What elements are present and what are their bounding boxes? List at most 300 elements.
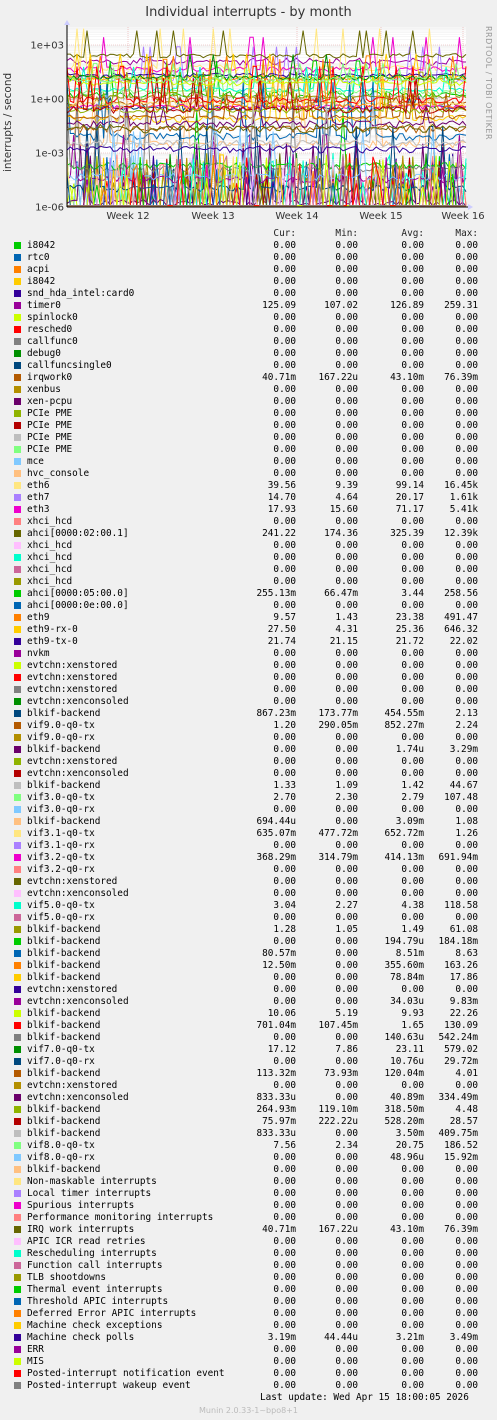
legend-max-value: 0.00 (455, 864, 478, 875)
legend-cur-value: 0.00 (273, 432, 296, 443)
legend-swatch (14, 1298, 21, 1305)
legend-cur-value: 40.71m (262, 1224, 296, 1235)
legend-item (0, 1092, 497, 1104)
legend-max-value: 2.24 (455, 720, 478, 731)
legend-min-value: 0.00 (335, 1368, 358, 1379)
legend-avg-value: 0.00 (401, 1164, 424, 1175)
legend-series-name: xen-pcpu (27, 396, 73, 407)
legend-swatch (14, 602, 21, 609)
legend-avg-value: 20.75 (395, 1140, 424, 1151)
legend-avg-value: 0.00 (401, 768, 424, 779)
legend-item (0, 612, 497, 624)
legend-min-value: 0.00 (335, 876, 358, 887)
legend-swatch (14, 1262, 21, 1269)
legend-cur-value: 0.00 (273, 348, 296, 359)
legend-max-value: 0.00 (455, 840, 478, 851)
legend-series-name: blkif-backend (27, 948, 101, 959)
legend-max-value: 0.00 (455, 672, 478, 683)
legend-min-value: 0.00 (335, 1380, 358, 1391)
legend-item (0, 1140, 497, 1152)
legend-series-name: ahci[0000:05:00.0] (27, 588, 129, 599)
legend-cur-value: 0.00 (273, 1368, 296, 1379)
legend-max-value: 0.00 (455, 1260, 478, 1271)
legend-series-name: Function call interrupts (27, 1260, 163, 1271)
legend-swatch (14, 1334, 21, 1341)
legend-avg-value: 0.00 (401, 1200, 424, 1211)
legend-min-value: 119.10m (318, 1104, 358, 1115)
legend-swatch (14, 758, 21, 765)
legend-swatch (14, 686, 21, 693)
legend-min-value: 4.64 (335, 492, 358, 503)
legend-series-name: Posted-interrupt wakeup event (27, 1380, 191, 1391)
legend-avg-value: 126.89 (390, 300, 424, 311)
legend-item (0, 1116, 497, 1128)
x-tick-label: Week 13 (191, 211, 235, 222)
legend-avg-value: 0.00 (401, 864, 424, 875)
legend-item (0, 744, 497, 756)
legend-item (0, 540, 497, 552)
legend-swatch (14, 1130, 21, 1137)
legend-item (0, 1356, 497, 1368)
legend-item (0, 1200, 497, 1212)
chart-title: Individual interrupts - by month (145, 5, 352, 20)
legend-avg-value: 43.10m (390, 1224, 424, 1235)
legend-max-value: 0.00 (455, 1212, 478, 1223)
legend-swatch (14, 410, 21, 417)
legend-cur-value: 3.19m (267, 1332, 296, 1343)
header-max: Max: (455, 228, 478, 239)
legend-avg-value: 43.10m (390, 372, 424, 383)
legend-cur-value: 21.74 (267, 636, 296, 647)
legend-cur-value: 0.00 (273, 864, 296, 875)
legend-max-value: 17.86 (449, 972, 478, 983)
legend-series-name: ahci[0000:0e:00.0] (27, 600, 129, 611)
legend-avg-value: 3.44 (401, 588, 424, 599)
legend-cur-value: 0.00 (273, 360, 296, 371)
legend-cur-value: 125.09 (262, 300, 296, 311)
legend-min-value: 5.19 (335, 1008, 358, 1019)
legend-min-value: 0.00 (335, 468, 358, 479)
legend-swatch (14, 422, 21, 429)
legend-series-name: mce (27, 456, 44, 467)
legend-min-value: 0.00 (335, 816, 358, 827)
legend-avg-value: 528.20m (384, 1116, 424, 1127)
legend-min-value: 0.00 (335, 336, 358, 347)
legend-swatch (14, 1190, 21, 1197)
legend-series-name: blkif-backend (27, 1008, 101, 1019)
legend-item (0, 984, 497, 996)
legend-series-name: evtchn:xenconsoled (27, 996, 129, 1007)
legend-item (0, 1260, 497, 1272)
legend-cur-value: 0.00 (273, 756, 296, 767)
legend-swatch (14, 446, 21, 453)
y-tick-label: 1e+00 (30, 94, 64, 106)
legend-swatch (14, 1382, 21, 1389)
legend-item (0, 492, 497, 504)
legend-max-value: 0.00 (455, 1248, 478, 1259)
legend-avg-value: 652.72m (384, 828, 424, 839)
legend-item (0, 1080, 497, 1092)
legend-series-name: evtchn:xenstored (27, 984, 118, 995)
legend-min-value: 0.00 (335, 360, 358, 371)
legend-max-value: 76.39m (444, 372, 478, 383)
legend-item (0, 876, 497, 888)
legend-series-name: xhci_hcd (27, 552, 73, 563)
legend-min-value: 173.77m (318, 708, 358, 719)
legend-avg-value: 0.00 (401, 1380, 424, 1391)
legend-item (0, 1188, 497, 1200)
legend-max-value: 0.00 (455, 888, 478, 899)
legend-series-name: nvkm (27, 648, 50, 659)
legend-item (0, 588, 497, 600)
legend-avg-value: 0.00 (401, 540, 424, 551)
legend-cur-value: 10.06 (267, 1008, 296, 1019)
legend-max-value: 22.02 (449, 636, 478, 647)
legend-series-name: callfuncsingle0 (27, 360, 112, 371)
legend-cur-value: 635.07m (256, 828, 296, 839)
legend-cur-value: 0.00 (273, 1380, 296, 1391)
legend-cur-value: 1.28 (273, 924, 296, 935)
legend-max-value: 15.92m (444, 1152, 478, 1163)
legend-swatch (14, 638, 21, 645)
legend-series-name: vif8.0-q0-tx (27, 1140, 95, 1151)
legend-item (0, 408, 497, 420)
legend-max-value: 184.18m (438, 936, 478, 947)
legend-min-value: 0.00 (335, 1128, 358, 1139)
legend-cur-value: 0.00 (273, 564, 296, 575)
legend-min-value: 0.00 (335, 312, 358, 323)
legend-avg-value: 0.00 (401, 324, 424, 335)
legend-min-value: 0.00 (335, 252, 358, 263)
legend-max-value: 4.01 (455, 1068, 478, 1079)
legend-max-value: 3.29m (449, 744, 478, 755)
legend-min-value: 0.00 (335, 324, 358, 335)
legend-item (0, 660, 497, 672)
legend-series-name: evtchn:xenstored (27, 684, 118, 695)
legend-avg-value: 0.00 (401, 1176, 424, 1187)
legend-avg-value: 0.00 (401, 360, 424, 371)
legend-min-value: 0.00 (335, 564, 358, 575)
legend-max-value: 0.00 (455, 1380, 478, 1391)
legend-avg-value: 454.55m (384, 708, 424, 719)
legend-min-value: 0.00 (335, 576, 358, 587)
legend-cur-value: 0.00 (273, 252, 296, 263)
legend-min-value: 0.00 (335, 408, 358, 419)
legend-max-value: 8.63 (455, 948, 478, 959)
legend-avg-value: 0.00 (401, 1236, 424, 1247)
legend-avg-value: 0.00 (401, 576, 424, 587)
legend-cur-value: 264.93m (256, 1104, 296, 1115)
legend-series-name: Spurious interrupts (27, 1200, 135, 1211)
legend-cur-value: 0.00 (273, 744, 296, 755)
legend-item (0, 444, 497, 456)
legend-avg-value: 0.00 (401, 1344, 424, 1355)
legend-swatch (14, 866, 21, 873)
legend-cur-value: 0.00 (273, 936, 296, 947)
legend-avg-value: 9.93 (401, 1008, 424, 1019)
legend-series-name: blkif-backend (27, 1164, 101, 1175)
legend-avg-value: 355.60m (384, 960, 424, 971)
legend-cur-value: 701.04m (256, 1020, 296, 1031)
legend-cur-value: 12.50m (262, 960, 296, 971)
legend-item (0, 996, 497, 1008)
legend-min-value: 0.00 (335, 936, 358, 947)
legend-swatch (14, 254, 21, 261)
legend-min-value: 0.00 (335, 276, 358, 287)
legend-min-value: 0.00 (335, 288, 358, 299)
legend-max-value: 76.39m (444, 1224, 478, 1235)
legend-series-name: irqwork0 (27, 372, 73, 383)
legend-max-value: 0.00 (455, 420, 478, 431)
legend-avg-value: 0.00 (401, 696, 424, 707)
legend-cur-value: 0.00 (273, 288, 296, 299)
legend-swatch (14, 734, 21, 741)
legend-max-value: 28.57 (449, 1116, 478, 1127)
legend-avg-value: 3.21m (395, 1332, 424, 1343)
legend-series-name: evtchn:xenconsoled (27, 888, 129, 899)
legend-swatch (14, 746, 21, 753)
legend-swatch (14, 1154, 21, 1161)
legend-min-value: 0.00 (335, 432, 358, 443)
legend-min-value: 0.00 (335, 1092, 358, 1103)
legend-max-value: 61.08 (449, 924, 478, 935)
legend-min-value: 15.60 (329, 504, 358, 515)
legend-swatch (14, 242, 21, 249)
legend-item (0, 1236, 497, 1248)
legend-min-value: 0.00 (335, 1164, 358, 1175)
legend-avg-value: 0.00 (401, 912, 424, 923)
legend-swatch (14, 902, 21, 909)
legend-max-value: 0.00 (455, 660, 478, 671)
legend-series-name: blkif-backend (27, 936, 101, 947)
legend-header (0, 228, 497, 240)
legend-item (0, 456, 497, 468)
legend-swatch (14, 1250, 21, 1257)
legend-min-value: 0.00 (335, 840, 358, 851)
legend-series-name: acpi (27, 264, 50, 275)
legend-series-name: ERR (27, 1344, 44, 1355)
legend-min-value: 0.00 (335, 1248, 358, 1259)
legend-cur-value: 0.00 (273, 264, 296, 275)
legend-min-value: 44.44u (324, 1332, 358, 1343)
legend-avg-value: 0.00 (401, 420, 424, 431)
legend-avg-value: 0.00 (401, 732, 424, 743)
legend-max-value: 0.00 (455, 288, 478, 299)
legend-item (0, 936, 497, 948)
legend-avg-value: 852.27m (384, 720, 424, 731)
legend-min-value: 7.86 (335, 1044, 358, 1055)
legend-series-name: vif3.1-q0-rx (27, 840, 95, 851)
legend-min-value: 290.05m (318, 720, 358, 731)
legend-min-value: 314.79m (318, 852, 358, 863)
legend-swatch (14, 374, 21, 381)
legend-swatch (14, 1166, 21, 1173)
legend-cur-value: 0.00 (273, 696, 296, 707)
legend-swatch (14, 338, 21, 345)
legend-item (0, 696, 497, 708)
legend-min-value: 1.43 (335, 612, 358, 623)
legend-cur-value: 0.00 (273, 840, 296, 851)
legend-series-name: ahci[0000:02:00.1] (27, 528, 129, 539)
legend-swatch (14, 578, 21, 585)
legend-swatch (14, 386, 21, 393)
legend-avg-value: 3.50m (395, 1128, 424, 1139)
legend-item (0, 360, 497, 372)
legend-min-value: 2.34 (335, 1140, 358, 1151)
legend-cur-value: 0.00 (273, 888, 296, 899)
legend-min-value: 0.00 (335, 1344, 358, 1355)
legend-avg-value: 0.00 (401, 444, 424, 455)
legend-cur-value: 0.00 (273, 444, 296, 455)
legend-swatch (14, 494, 21, 501)
munin-version: Munin 2.0.33-1~bpo8+1 (199, 1406, 298, 1415)
legend-max-value: 0.00 (455, 324, 478, 335)
legend-series-name: vif3.2-q0-tx (27, 852, 95, 863)
legend-min-value: 222.22u (318, 1116, 358, 1127)
legend-swatch (14, 842, 21, 849)
legend-series-name: Local timer interrupts (27, 1188, 152, 1199)
legend-swatch (14, 1094, 21, 1101)
legend-swatch (14, 830, 21, 837)
legend-series-name: blkif-backend (27, 924, 101, 935)
legend-max-value: 0.00 (455, 1200, 478, 1211)
legend-series-name: blkif-backend (27, 960, 101, 971)
legend-max-value: 0.00 (455, 348, 478, 359)
legend-item (0, 864, 497, 876)
legend-max-value: 0.00 (455, 1164, 478, 1175)
y-tick-label: 1e-03 (35, 148, 64, 160)
legend-avg-value: 0.00 (401, 1356, 424, 1367)
legend-item (0, 264, 497, 276)
legend-avg-value: 48.96u (390, 1152, 424, 1163)
legend-swatch (14, 506, 21, 513)
header-avg: Avg: (401, 228, 424, 239)
legend-series-name: blkif-backend (27, 1032, 101, 1043)
x-tick-label: Week 16 (441, 211, 485, 222)
legend-max-value: 0.00 (455, 804, 478, 815)
legend-swatch (14, 1358, 21, 1365)
legend-swatch (14, 530, 21, 537)
legend-series-name: xhci_hcd (27, 516, 73, 527)
legend-min-value: 66.47m (324, 588, 358, 599)
legend-min-value: 0.00 (335, 420, 358, 431)
legend-cur-value: 1.20 (273, 720, 296, 731)
legend-series-name: Non-maskable interrupts (27, 1176, 157, 1187)
legend-item (0, 708, 497, 720)
legend-swatch (14, 1178, 21, 1185)
legend-series-name: eth7 (27, 492, 50, 503)
legend-item (0, 960, 497, 972)
legend-avg-value: 0.00 (401, 564, 424, 575)
legend-min-value: 2.27 (335, 900, 358, 911)
legend-avg-value: 0.00 (401, 1188, 424, 1199)
legend-swatch (14, 1322, 21, 1329)
legend-swatch (14, 710, 21, 717)
legend-min-value: 0.00 (335, 984, 358, 995)
legend-cur-value: 3.04 (273, 900, 296, 911)
legend-series-name: xenbus (27, 384, 61, 395)
legend-avg-value: 325.39 (390, 528, 424, 539)
legend-max-value: 542.24m (438, 1032, 478, 1043)
legend-swatch (14, 518, 21, 525)
legend-min-value: 477.72m (318, 828, 358, 839)
legend-avg-value: 78.84m (390, 972, 424, 983)
legend-avg-value: 0.00 (401, 684, 424, 695)
legend-item (0, 564, 497, 576)
legend-avg-value: 0.00 (401, 1260, 424, 1271)
legend-item (0, 1272, 497, 1284)
legend-item (0, 804, 497, 816)
legend-cur-value: 0.00 (273, 876, 296, 887)
legend-cur-value: 0.00 (273, 1272, 296, 1283)
legend-cur-value: 0.00 (273, 972, 296, 983)
legend-avg-value: 0.00 (401, 756, 424, 767)
legend-cur-value: 0.00 (273, 396, 296, 407)
legend-avg-value: 0.00 (401, 600, 424, 611)
legend-min-value: 0.00 (335, 384, 358, 395)
legend-max-value: 0.00 (455, 1080, 478, 1091)
legend-cur-value: 14.70 (267, 492, 296, 503)
legend-item (0, 1044, 497, 1056)
legend-series-name: eth3 (27, 504, 50, 515)
legend-swatch (14, 722, 21, 729)
legend-avg-value: 120.04m (384, 1068, 424, 1079)
legend-swatch (14, 1118, 21, 1125)
legend-series-name: PCIe PME (27, 408, 73, 419)
legend-series-name: Posted-interrupt notification event (27, 1368, 225, 1379)
legend-cur-value: 0.00 (273, 468, 296, 479)
x-axis-arrow (468, 204, 473, 210)
legend-avg-value: 71.17 (395, 504, 424, 515)
legend-series-name: Threshold APIC interrupts (27, 1296, 169, 1307)
legend-series-name: vif8.0-q0-rx (27, 1152, 95, 1163)
legend-rows (0, 240, 497, 1392)
legend-series-name: Machine check exceptions (27, 1320, 163, 1331)
legend-max-value: 0.00 (455, 1236, 478, 1247)
legend-series-name: spinlock0 (27, 312, 78, 323)
legend-max-value: 0.00 (455, 1320, 478, 1331)
legend-min-value: 174.36 (324, 528, 358, 539)
legend-min-value: 21.15 (329, 636, 358, 647)
x-tick-label: Week 14 (275, 211, 319, 222)
legend-cur-value: 833.33u (256, 1092, 296, 1103)
legend-series-name: Deferred Error APIC interrupts (27, 1308, 197, 1319)
legend-swatch (14, 770, 21, 777)
legend-max-value: 186.52 (444, 1140, 478, 1151)
legend-item (0, 900, 497, 912)
legend-max-value: 2.13 (455, 708, 478, 719)
legend-max-value: 12.39k (444, 528, 478, 539)
legend-min-value: 0.00 (335, 768, 358, 779)
legend-avg-value: 194.79u (384, 936, 424, 947)
legend-max-value: 0.00 (455, 576, 478, 587)
legend-cur-value: 0.00 (273, 240, 296, 251)
legend-min-value: 0.00 (335, 912, 358, 923)
legend-series-name: i8042 (27, 240, 56, 251)
legend-max-value: 0.00 (455, 564, 478, 575)
legend-max-value: 0.00 (455, 1188, 478, 1199)
legend-swatch (14, 1370, 21, 1377)
legend-avg-value: 0.00 (401, 552, 424, 563)
legend-avg-value: 99.14 (395, 480, 424, 491)
legend-max-value: 5.41k (449, 504, 478, 515)
legend-swatch (14, 1310, 21, 1317)
legend-max-value: 130.09 (444, 1020, 478, 1031)
legend-swatch (14, 278, 21, 285)
legend-avg-value: 0.00 (401, 312, 424, 323)
legend-min-value: 0.00 (335, 1188, 358, 1199)
legend-swatch (14, 314, 21, 321)
